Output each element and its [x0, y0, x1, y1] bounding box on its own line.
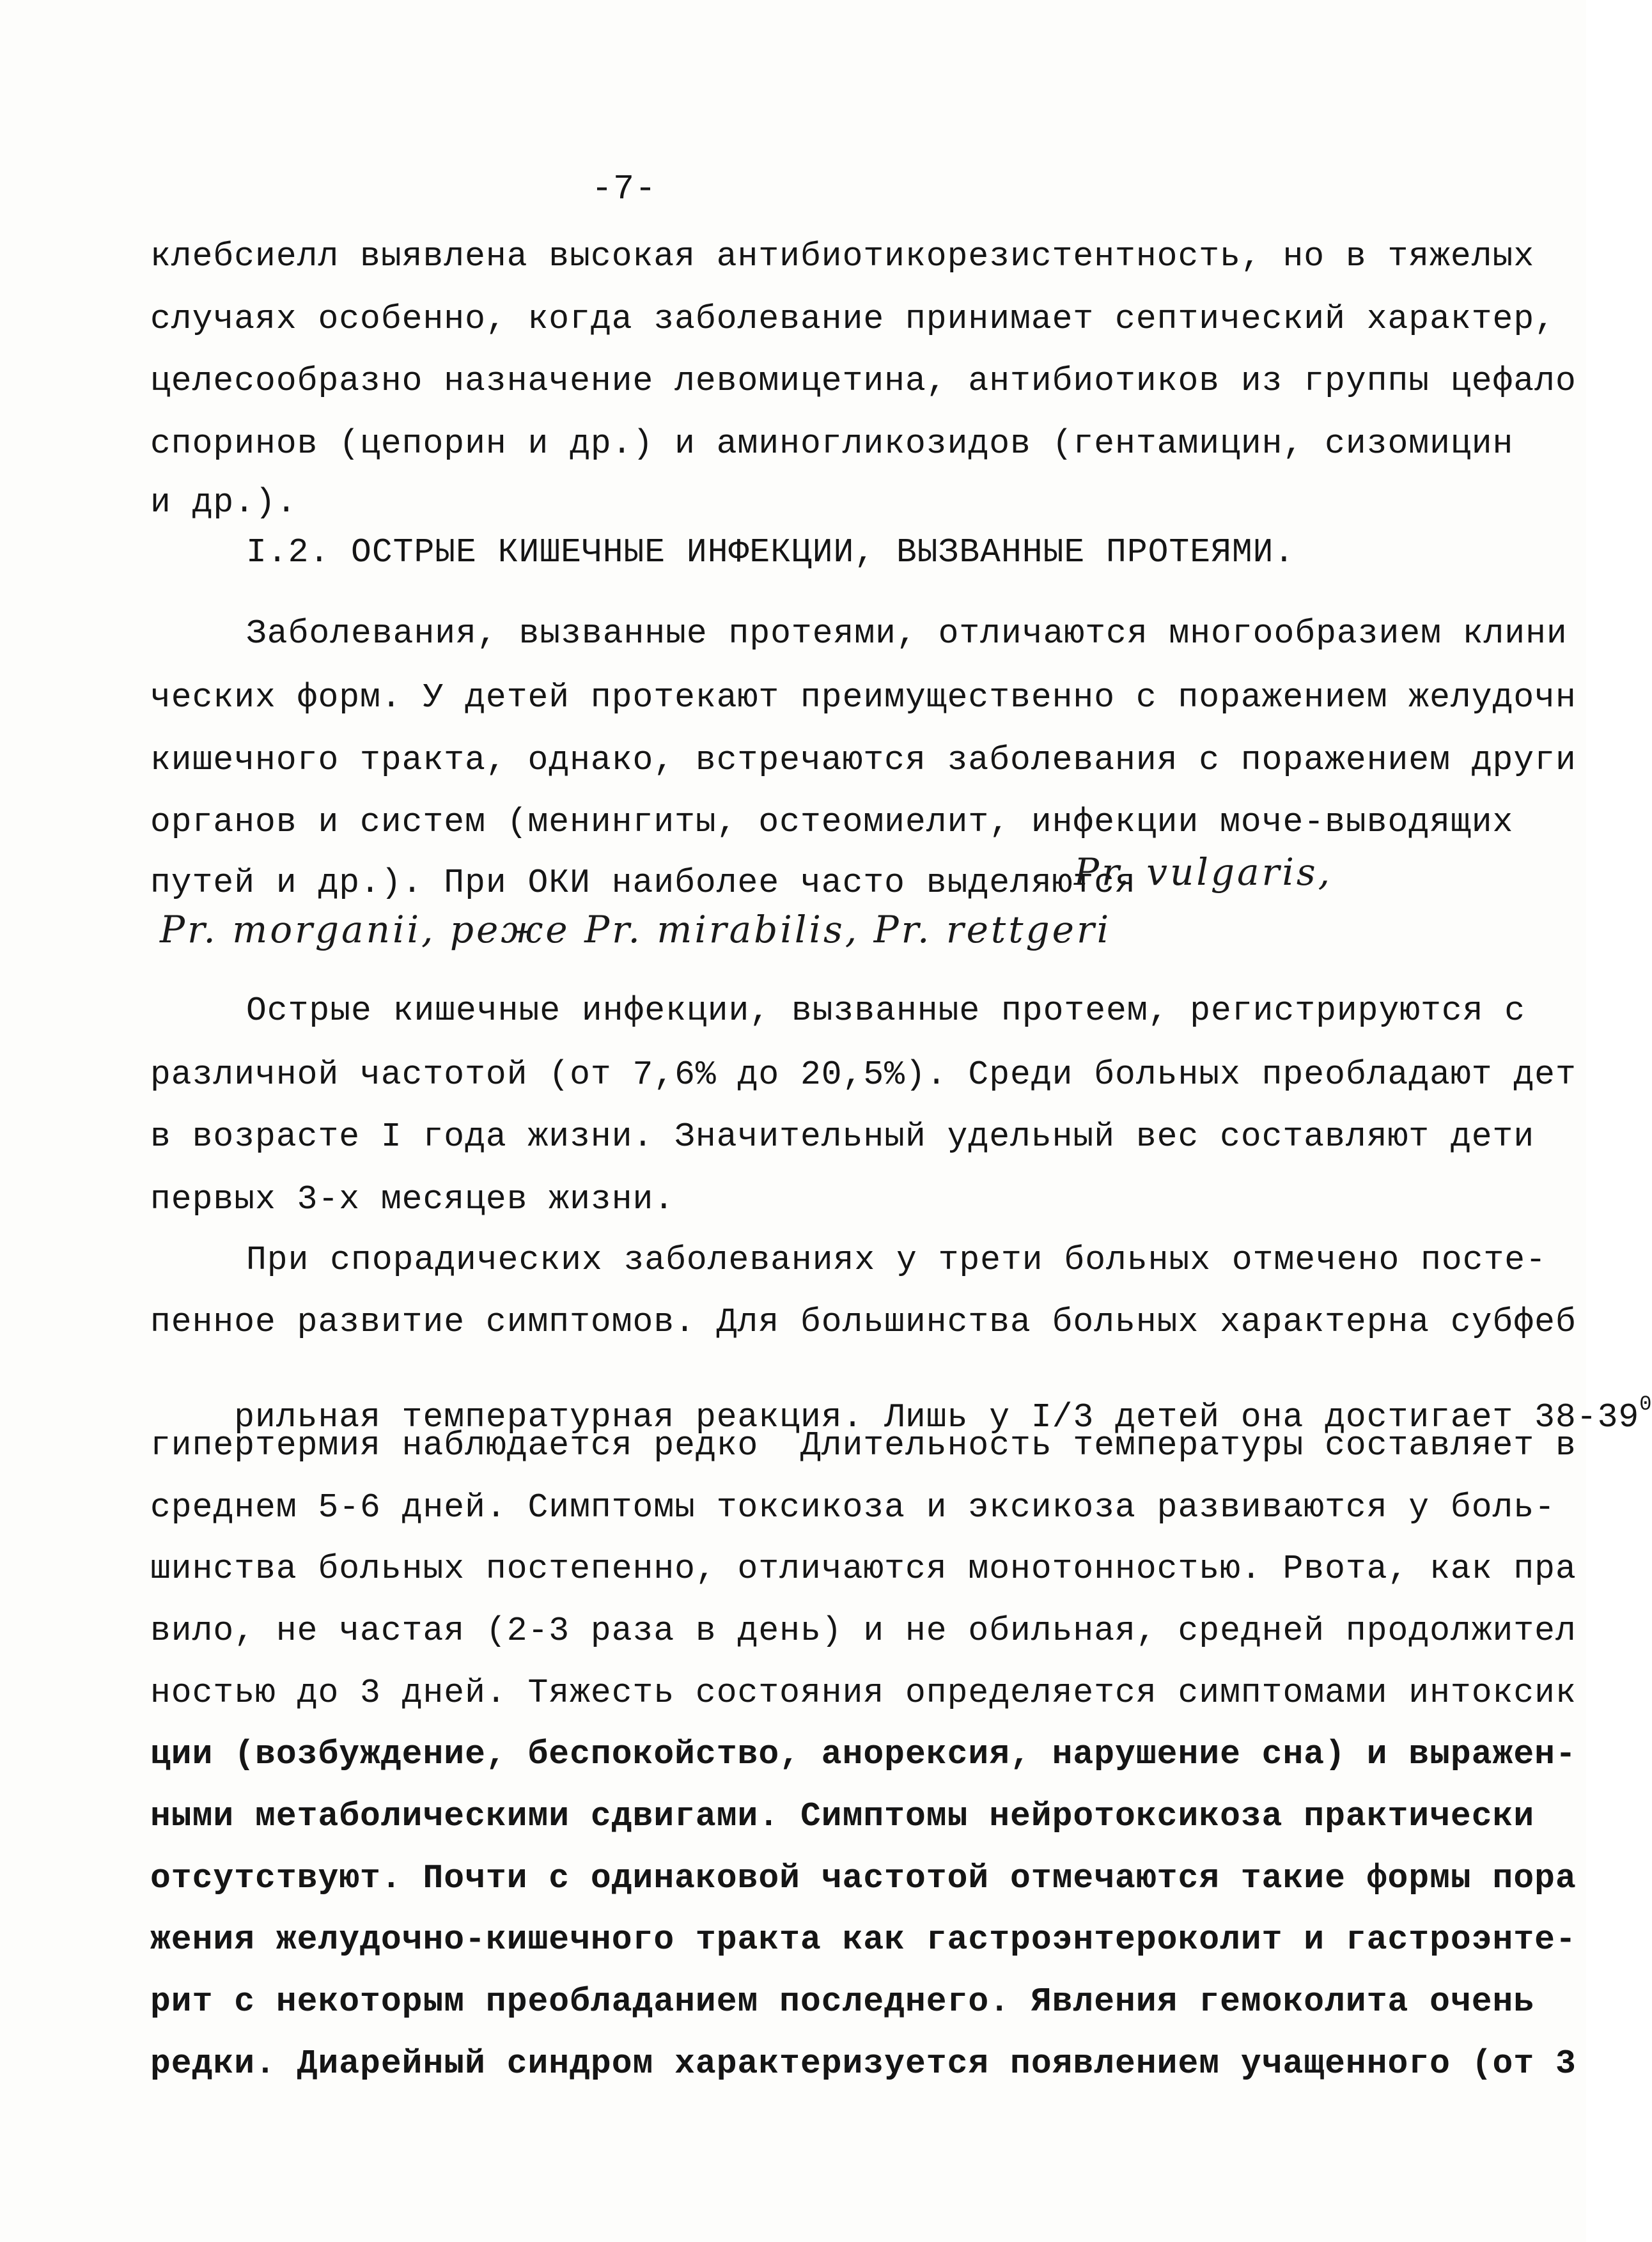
text-line-14: первых 3-х месяцев жизни. — [150, 1180, 675, 1218]
text-line-23: ции (возбуждение, беспокойство, анорексия, нарушение сна) и выражен- — [150, 1735, 1577, 1773]
text-line-6: Заболевания, вызванные протеями, отличаются многообразием клини — [246, 614, 1568, 653]
text-line-16: пенное развитие симптомов. Для большинства больных характерна субфеб — [150, 1303, 1577, 1341]
text-line-26: жения желудочно-кишечного тракта как гастроэнтероколит и гастроэнте- — [150, 1920, 1577, 1959]
text-line-3: целесообразно назначение левомицетина, антибиотиков из группы цефало — [150, 362, 1577, 400]
handwritten-species-2: Pr. morganii, реже Pr. mirabilis, Pr. rettgeri — [160, 908, 1112, 951]
text-line-5: и др.). — [150, 483, 297, 522]
text-line-12: различной частотой (от 7,6% до 20,5%). Среди больных преобладают дет — [150, 1055, 1577, 1094]
text-line-27: рит с некоторым преобладанием последнего. Явления гемоколита очень — [150, 1982, 1535, 2021]
text-line-25: отсутствуют. Почти с одинаковой частотой отмечаются такие формы пора — [150, 1859, 1577, 1897]
handwritten-species-1: Pr. vulgaris, — [1074, 850, 1333, 894]
text-line-11: Острые кишечные инфекции, вызванные протеем, регистрируются с — [246, 992, 1526, 1030]
section-heading: I.2. ОСТРЫЕ КИШЕЧНЫЕ ИНФЕКЦИИ, ВЫЗВАННЫЕ ПРОТЕЯМИ. — [246, 533, 1295, 572]
text-line-19: среднем 5-6 дней. Симптомы токсикоза и эксикоза развиваются у боль- — [150, 1488, 1555, 1527]
degree-mark: 0 — [1639, 1392, 1652, 1416]
text-line-4: споринов (цепорин и др.) и аминогликозидов (гентамицин, сизомицин — [150, 424, 1514, 463]
text-line-15: При спорадических заболеваниях у трети больных отмечено посте- — [246, 1241, 1547, 1279]
text-line-22: ностью до 3 дней. Тяжесть состояния определяется симптомами интоксик — [150, 1674, 1577, 1712]
text-line-9: органов и систем (менингиты, остеомиелит, инфекции моче-выводящих — [150, 803, 1514, 841]
text-line-10: путей и др.). При ОКИ наиболее часто выделяются — [150, 864, 1136, 902]
text-line-8: кишечного тракта, однако, встречаются заболевания с поражением други — [150, 741, 1577, 779]
text-line-7: ческих форм. У детей протекают преимущественно с поражением желудочн — [150, 678, 1577, 717]
text-line-17-body: рильная температурная реакция. Лишь у I/3 детей она достигает 38-39 — [234, 1398, 1640, 1436]
text-line-1: клебсиелл выявлена высокая антибиотикорезистентность, но в тяжелых — [150, 237, 1535, 276]
text-line-18: гипертермия наблюдается редко Длительность температуры составляет в — [150, 1426, 1577, 1465]
text-line-20: шинства больных постепенно, отличаются монотонностью. Рвота, как пра — [150, 1550, 1577, 1588]
page-number: -7- — [591, 169, 657, 209]
text-line-24: ными метаболическими сдвигами. Симптомы нейротоксикоза практически — [150, 1797, 1535, 1835]
text-line-13: в возрасте I года жизни. Значительный удельный вес составляют дети — [150, 1117, 1535, 1156]
text-line-21: вило, не частая (2-3 раза в день) и не обильная, средней продолжител — [150, 1612, 1577, 1650]
text-line-28: редки. Диарейный синдром характеризуется появлением учащенного (от 3 — [150, 2044, 1577, 2083]
text-line-2: случаях особенно, когда заболевание принимает септический характер, — [150, 300, 1555, 338]
